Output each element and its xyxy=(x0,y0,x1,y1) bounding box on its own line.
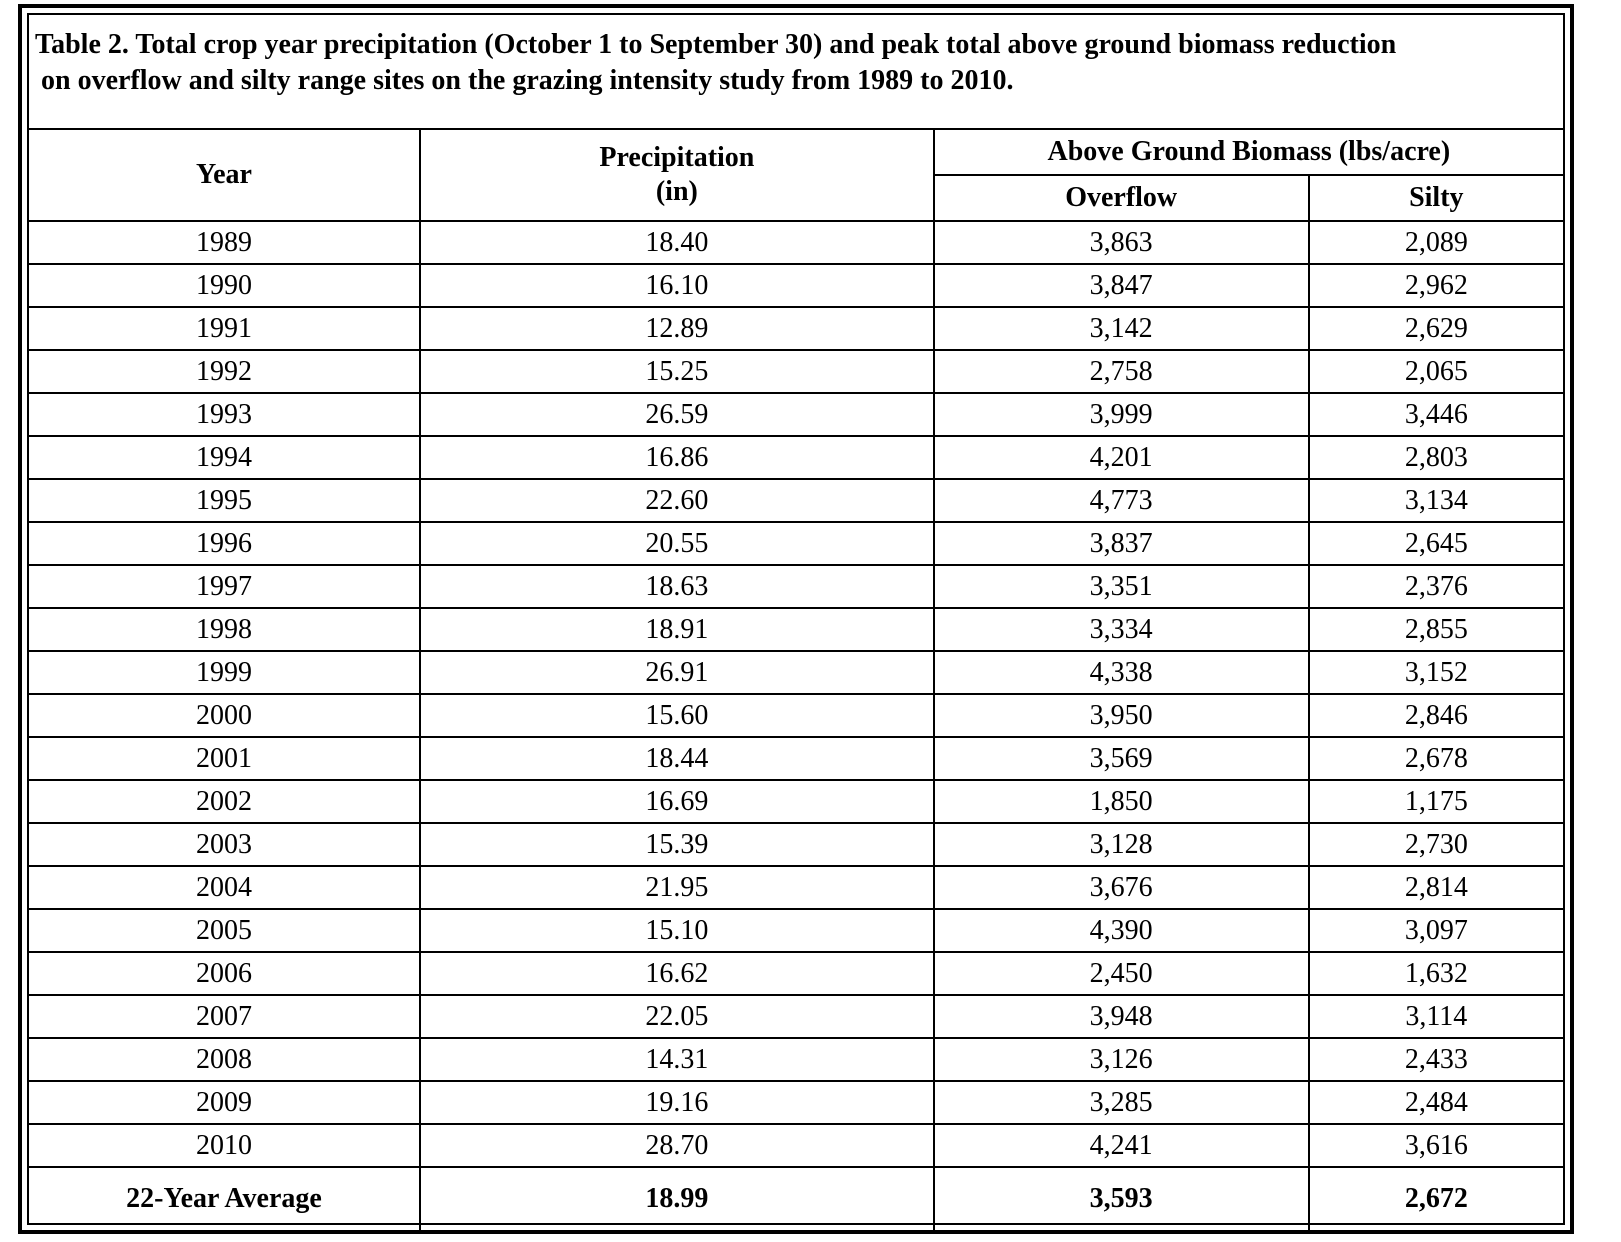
silty-cell: 3,097 xyxy=(1309,909,1563,952)
year-cell: 1992 xyxy=(29,350,420,393)
table-row xyxy=(29,264,1563,307)
overflow-cell: 3,863 xyxy=(934,221,1309,264)
year-cell: 2009 xyxy=(29,1081,420,1124)
average-overflow-cell: 3,593 xyxy=(934,1167,1309,1230)
year-cell: 2002 xyxy=(29,780,420,823)
silty-cell: 2,855 xyxy=(1309,608,1563,651)
table-row xyxy=(29,1124,1563,1167)
table-row xyxy=(29,866,1563,909)
precipitation-cell: 26.59 xyxy=(420,393,934,436)
year-cell: 2003 xyxy=(29,823,420,866)
overflow-cell: 3,676 xyxy=(934,866,1309,909)
silty-cell: 2,803 xyxy=(1309,436,1563,479)
table-row xyxy=(29,565,1563,608)
silty-cell: 2,629 xyxy=(1309,307,1563,350)
overflow-cell: 4,201 xyxy=(934,436,1309,479)
silty-cell: 1,632 xyxy=(1309,952,1563,995)
average-precipitation-cell: 18.99 xyxy=(420,1167,934,1230)
year-cell: 2007 xyxy=(29,995,420,1038)
year-cell: 1989 xyxy=(29,221,420,264)
table-row xyxy=(29,608,1563,651)
table-row xyxy=(29,307,1563,350)
silty-cell: 2,645 xyxy=(1309,522,1563,565)
year-header: Year xyxy=(29,130,420,221)
precipitation-cell: 18.91 xyxy=(420,608,934,651)
year-cell: 1990 xyxy=(29,264,420,307)
silty-cell: 2,678 xyxy=(1309,737,1563,780)
year-cell: 2000 xyxy=(29,694,420,737)
precipitation-header-line2: (in) xyxy=(655,176,698,207)
overflow-cell: 1,850 xyxy=(934,780,1309,823)
precipitation-cell: 15.39 xyxy=(420,823,934,866)
precipitation-cell: 22.05 xyxy=(420,995,934,1038)
overflow-cell: 3,126 xyxy=(934,1038,1309,1081)
precipitation-cell: 15.25 xyxy=(420,350,934,393)
table-row xyxy=(29,952,1563,995)
silty-cell: 2,089 xyxy=(1309,221,1563,264)
precipitation-cell: 22.60 xyxy=(420,479,934,522)
table-row xyxy=(29,522,1563,565)
silty-cell: 3,114 xyxy=(1309,995,1563,1038)
caption-line-1: Table 2. Total crop year precipitation (October 1 to September 30) and peak total above ground biomass reduction xyxy=(35,29,1397,60)
average-row xyxy=(29,1167,1563,1230)
silty-cell: 2,846 xyxy=(1309,694,1563,737)
silty-cell: 3,616 xyxy=(1309,1124,1563,1167)
year-cell: 2004 xyxy=(29,866,420,909)
caption-line-2: on overflow and silty range sites on the grazing intensity study from 1989 to 2010. xyxy=(41,65,1014,96)
overflow-cell: 2,450 xyxy=(934,952,1309,995)
table-row xyxy=(29,1038,1563,1081)
precipitation-header xyxy=(420,130,934,221)
year-cell: 1996 xyxy=(29,522,420,565)
precipitation-cell: 28.70 xyxy=(420,1124,934,1167)
silty-cell: 2,730 xyxy=(1309,823,1563,866)
table-row xyxy=(29,737,1563,780)
table-row xyxy=(29,694,1563,737)
precipitation-cell: 14.31 xyxy=(420,1038,934,1081)
silty-cell: 1,175 xyxy=(1309,780,1563,823)
year-cell: 1997 xyxy=(29,565,420,608)
table-row xyxy=(29,780,1563,823)
overflow-cell: 3,334 xyxy=(934,608,1309,651)
average-silty-cell: 2,672 xyxy=(1309,1167,1563,1230)
biomass-group-header: Above Ground Biomass (lbs/acre) xyxy=(934,130,1563,175)
table-row xyxy=(29,651,1563,694)
overflow-cell: 4,241 xyxy=(934,1124,1309,1167)
overflow-cell: 3,142 xyxy=(934,307,1309,350)
precipitation-cell: 18.44 xyxy=(420,737,934,780)
table-inner-frame xyxy=(27,13,1565,1225)
data-table xyxy=(29,130,1563,1230)
table-row xyxy=(29,436,1563,479)
precipitation-cell: 21.95 xyxy=(420,866,934,909)
table-row xyxy=(29,221,1563,264)
table-row xyxy=(29,995,1563,1038)
year-cell: 1991 xyxy=(29,307,420,350)
table-row xyxy=(29,479,1563,522)
table-row xyxy=(29,350,1563,393)
precipitation-cell: 16.10 xyxy=(420,264,934,307)
overflow-cell: 4,338 xyxy=(934,651,1309,694)
year-cell: 2010 xyxy=(29,1124,420,1167)
average-label-cell: 22-Year Average xyxy=(29,1167,420,1230)
table-row xyxy=(29,1081,1563,1124)
overflow-cell: 3,569 xyxy=(934,737,1309,780)
precipitation-cell: 18.40 xyxy=(420,221,934,264)
precipitation-cell: 15.10 xyxy=(420,909,934,952)
table-row xyxy=(29,823,1563,866)
table-outer-frame xyxy=(18,4,1574,1234)
precipitation-cell: 12.89 xyxy=(420,307,934,350)
silty-cell: 2,376 xyxy=(1309,565,1563,608)
overflow-cell: 3,351 xyxy=(934,565,1309,608)
year-cell: 1998 xyxy=(29,608,420,651)
silty-cell: 2,814 xyxy=(1309,866,1563,909)
silty-header: Silty xyxy=(1309,175,1563,221)
silty-cell: 3,152 xyxy=(1309,651,1563,694)
overflow-cell: 4,773 xyxy=(934,479,1309,522)
table-caption xyxy=(29,15,1563,130)
year-cell: 1993 xyxy=(29,393,420,436)
year-cell: 1995 xyxy=(29,479,420,522)
precipitation-cell: 15.60 xyxy=(420,694,934,737)
precipitation-cell: 16.86 xyxy=(420,436,934,479)
year-cell: 2008 xyxy=(29,1038,420,1081)
silty-cell: 2,065 xyxy=(1309,350,1563,393)
overflow-cell: 3,847 xyxy=(934,264,1309,307)
overflow-cell: 3,950 xyxy=(934,694,1309,737)
silty-cell: 3,446 xyxy=(1309,393,1563,436)
overflow-cell: 3,837 xyxy=(934,522,1309,565)
year-cell: 2005 xyxy=(29,909,420,952)
overflow-cell: 3,999 xyxy=(934,393,1309,436)
table-row xyxy=(29,393,1563,436)
precipitation-cell: 26.91 xyxy=(420,651,934,694)
overflow-cell: 4,390 xyxy=(934,909,1309,952)
overflow-cell: 3,285 xyxy=(934,1081,1309,1124)
overflow-cell: 3,948 xyxy=(934,995,1309,1038)
silty-cell: 2,484 xyxy=(1309,1081,1563,1124)
year-cell: 1994 xyxy=(29,436,420,479)
precipitation-cell: 18.63 xyxy=(420,565,934,608)
table-row xyxy=(29,909,1563,952)
silty-cell: 2,962 xyxy=(1309,264,1563,307)
silty-cell: 2,433 xyxy=(1309,1038,1563,1081)
year-cell: 1999 xyxy=(29,651,420,694)
year-cell: 2001 xyxy=(29,737,420,780)
table-body xyxy=(29,221,1563,1230)
precipitation-cell: 19.16 xyxy=(420,1081,934,1124)
overflow-cell: 3,128 xyxy=(934,823,1309,866)
precipitation-header-line1: Precipitation xyxy=(599,142,755,173)
overflow-header: Overflow xyxy=(934,175,1309,221)
overflow-cell: 2,758 xyxy=(934,350,1309,393)
precipitation-cell: 16.62 xyxy=(420,952,934,995)
silty-cell: 3,134 xyxy=(1309,479,1563,522)
year-cell: 2006 xyxy=(29,952,420,995)
precipitation-cell: 16.69 xyxy=(420,780,934,823)
precipitation-cell: 20.55 xyxy=(420,522,934,565)
